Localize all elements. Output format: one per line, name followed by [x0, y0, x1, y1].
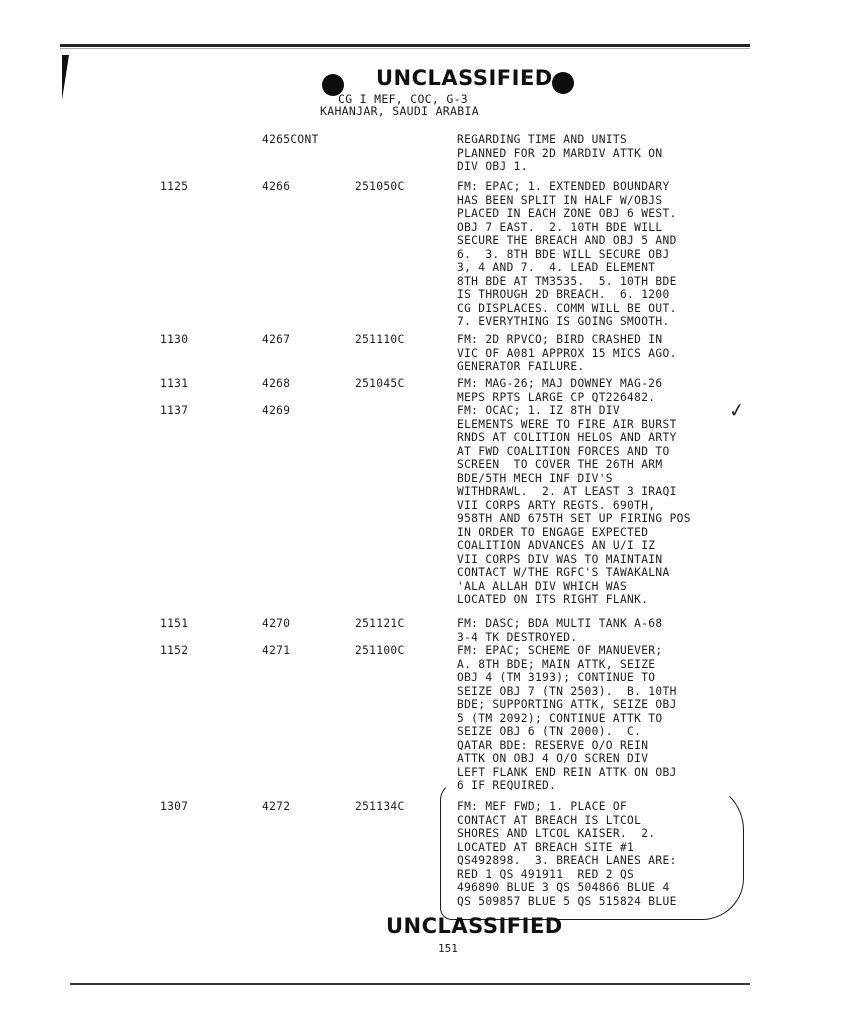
entry-text-line: FM: MEF FWD; 1. PLACE OF [457, 800, 628, 813]
entry-number: 4271 [262, 644, 291, 657]
entry-text-line: HAS BEEN SPLIT IN HALF W/OBJS [457, 193, 663, 207]
entry-text-line: SEIZE OBJ 7 (TN 2503). B. 10TH [457, 684, 677, 698]
entry-time: 1307 [160, 800, 189, 813]
entry-text-line: GENERATOR FAILURE. [457, 360, 585, 373]
entry-dtg: 251110C [355, 333, 405, 346]
entry-time: 1131 [160, 377, 189, 390]
entry-text-line: AT FWD COALITION FORCES AND TO [457, 444, 670, 458]
entry-text-line: IN ORDER TO ENGAGE EXPECTED [457, 525, 649, 539]
entry-text-line: 'ALA ALLAH DIV WHICH WAS [457, 579, 628, 593]
entry-text-line: RNDS AT COLITION HELOS AND ARTY [457, 431, 677, 444]
entry-text-line: RED 1 QS 491911 RED 2 QS [457, 867, 635, 881]
entry-text-line: SCREEN TO COVER THE 26TH ARM [457, 458, 663, 471]
header-command-line: CG I MEF, COC, G-3 [338, 92, 469, 106]
entry-text-line: WITHDRAWL. 2. AT LEAST 3 IRAQI [457, 485, 677, 498]
entry-text-line: COALITION ADVANCES AN U/I IZ [457, 539, 656, 552]
entry-time: 1151 [160, 617, 189, 630]
margin-scan-mark [62, 55, 72, 100]
entry-text-line: 8TH BDE AT TM3535. 5. 10TH BDE [457, 274, 677, 288]
entry-text-line: FM: 2D RPVCO; BIRD CRASHED IN [457, 333, 663, 346]
entry-number: 4267 [262, 333, 291, 346]
entry-text-line: 6 IF REQUIRED. [457, 779, 557, 792]
entry-text-line: CONTACT W/THE RGFC'S TAWAKALNA [457, 566, 670, 579]
entry-text-line: PLANNED FOR 2D MARDIV ATTK ON [457, 146, 663, 160]
entry-text-line: ELEMENTS WERE TO FIRE AIR BURST [457, 417, 677, 431]
entry-dtg: 251100C [355, 644, 405, 657]
bottom-border-rule [70, 983, 750, 985]
entry-text-line: 958TH AND 675TH SET UP FIRING POS [457, 512, 691, 525]
entry-number: 4266 [262, 180, 291, 193]
header-location-line: KAHANJAR, SAUDI ARABIA [320, 104, 479, 118]
entry-text-line: CONTACT AT BREACH IS LTCOL [457, 813, 642, 827]
entry-text-line: VIC OF A081 APPROX 15 MICS AGO. [457, 346, 677, 360]
classification-stamp-bottom: UNCLASSIFIED [386, 914, 563, 938]
entry-text-line: 5 (TM 2092); CONTINUE ATTK TO [457, 711, 663, 725]
entry-text-line: LEFT FLANK END REIN ATTK ON OBJ [457, 765, 677, 779]
entry-text-line: CG DISPLACES. COMM WILL BE OUT. [457, 301, 677, 315]
entry-text-line: FM: EPAC; SCHEME OF MANUEVER; [457, 644, 663, 657]
entry-text-line: BDE; SUPPORTING ATTK, SEIZE OBJ [457, 698, 677, 711]
handwritten-checkmark: ✓ [728, 397, 745, 424]
entry-text-line: QS492898. 3. BREACH LANES ARE: [457, 854, 677, 867]
entry-text-line: OBJ 7 EAST. 2. 10TH BDE WILL [457, 220, 663, 234]
entry-text-line: SEIZE OBJ 6 (TN 2000). C. [457, 725, 642, 738]
entry-text-line: 6. 3. 8TH BDE WILL SECURE OBJ [457, 247, 670, 261]
entry-text-line: FM: EPAC; 1. EXTENDED BOUNDARY [457, 180, 670, 193]
entry-text-line: SECURE THE BREACH AND OBJ 5 AND [457, 234, 677, 247]
page-number: 151 [438, 942, 458, 955]
classification-stamp-top: UNCLASSIFIED [376, 66, 553, 90]
entry-time: 1137 [160, 404, 189, 417]
entry-text-line: IS THROUGH 2D BREACH. 6. 1200 [457, 288, 670, 301]
entry-dtg: 251045C [355, 377, 405, 390]
entry-text-line: FM: OCAC; 1. IZ 8TH DIV [457, 404, 620, 417]
entry-text-line: OBJ 4 (TM 3193); CONTINUE TO [457, 671, 656, 684]
entry-number: 4270 [262, 617, 291, 630]
entry-text-line: VII CORPS ARTY REGTS. 690TH, [457, 498, 656, 512]
entry-text-line: QATAR BDE: RESERVE O/O REIN [457, 738, 649, 752]
entry-text-line: 7. EVERYTHING IS GOING SMOOTH. [457, 315, 670, 328]
entry-time: 1130 [160, 333, 189, 346]
entry-number: 4265CONT [262, 133, 319, 146]
entry-text-line: FM: MAG-26; MAJ DOWNEY MAG-26 [457, 377, 663, 390]
entry-number: 4272 [262, 800, 291, 813]
entry-number: 4269 [262, 404, 291, 417]
entry-text-line: PLACED IN EACH ZONE OBJ 6 WEST. [457, 207, 677, 220]
entry-text-line: LOCATED ON ITS RIGHT FLANK. [457, 593, 649, 606]
binder-hole-right [552, 72, 574, 94]
entry-number: 4268 [262, 377, 291, 390]
entry-text-line: BDE/5TH MECH INF DIV'S [457, 471, 613, 485]
top-border-rule [60, 44, 750, 47]
entry-text-line: DIV OBJ 1. [457, 160, 528, 173]
entry-text-line: MEPS RPTS LARGE CP QT226482. [457, 390, 656, 404]
entry-text-line: 3-4 TK DESTROYED. [457, 630, 578, 644]
entry-text-line: A. 8TH BDE; MAIN ATTK, SEIZE [457, 657, 656, 671]
entry-text-line: REGARDING TIME AND UNITS [457, 133, 628, 146]
entry-dtg: 251134C [355, 800, 405, 813]
entry-text-line: SHORES AND LTCOL KAISER. 2. [457, 827, 656, 840]
entry-dtg: 251050C [355, 180, 405, 193]
handwritten-circle-annotation [440, 782, 744, 920]
entry-time: 1152 [160, 644, 189, 657]
entry-text-line: ATTK ON OBJ 4 O/O SCREN DIV [457, 752, 649, 765]
entry-time: 1125 [160, 180, 189, 193]
entry-text-line: QS 509857 BLUE 5 QS 515824 BLUE [457, 894, 677, 908]
entry-dtg: 251121C [355, 617, 405, 630]
entry-text-line: LOCATED AT BREACH SITE #1 [457, 840, 635, 854]
entry-text-line: 3, 4 AND 7. 4. LEAD ELEMENT [457, 261, 656, 274]
entry-text-line: VII CORPS DIV WAS TO MAINTAIN [457, 552, 663, 566]
entry-text-line: FM: DASC; BDA MULTI TANK A-68 [457, 617, 663, 630]
entry-text-line: 496890 BLUE 3 QS 504866 BLUE 4 [457, 881, 670, 894]
top-border-rule-shadow [60, 48, 750, 49]
